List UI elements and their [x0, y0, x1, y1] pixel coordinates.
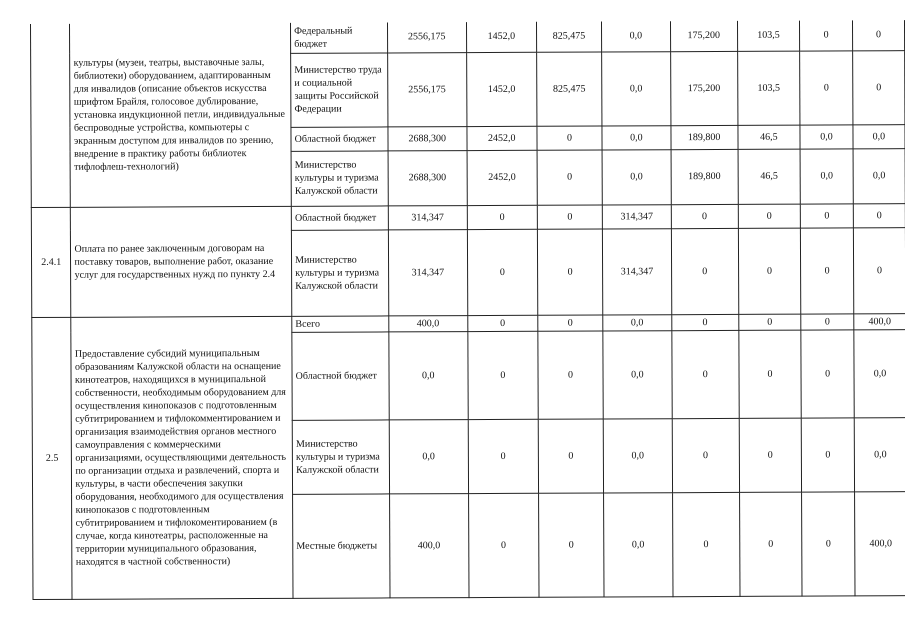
- value-cell: 103,5: [737, 51, 800, 125]
- value-cell: 0: [671, 228, 738, 314]
- value-cell: 400,0: [854, 491, 905, 595]
- value-cell: 46,5: [738, 149, 801, 204]
- value-cell: 0,0: [389, 331, 468, 419]
- value-cell: 0: [738, 314, 801, 330]
- value-cell: 0: [853, 227, 905, 313]
- value-cell: 0,0: [853, 124, 905, 148]
- item-description: Оплата по ранее заключенным договорам на поставку товаров, выполнение работ, оказание услуг для государственных нужд по пункту 2.4: [71, 206, 292, 317]
- item-number: [30, 24, 70, 207]
- value-cell: 0: [738, 330, 801, 418]
- value-cell: 0,0: [389, 419, 468, 493]
- item-number: 2.4.1: [31, 207, 71, 317]
- value-cell: 0: [800, 20, 853, 50]
- funding-source: Всего: [292, 315, 389, 331]
- value-cell: 2688,300: [388, 150, 467, 205]
- value-cell: 314,347: [388, 205, 467, 229]
- value-cell: 0,0: [602, 51, 671, 125]
- value-cell: 0,0: [604, 492, 673, 596]
- value-cell: 0: [539, 493, 604, 597]
- value-cell: 0,0: [602, 125, 671, 149]
- value-cell: 0: [852, 50, 904, 124]
- value-cell: 0: [468, 493, 539, 597]
- value-cell: 2556,175: [387, 22, 466, 52]
- value-cell: 314,347: [602, 228, 671, 314]
- value-cell: 0: [800, 50, 853, 124]
- value-cell: 0: [801, 417, 854, 491]
- value-cell: 0,0: [601, 21, 670, 51]
- value-cell: 0: [672, 492, 739, 596]
- value-cell: 103,5: [737, 21, 800, 51]
- value-cell: 0: [739, 418, 802, 492]
- value-cell: 1452,0: [466, 52, 537, 126]
- value-cell: 0,0: [854, 417, 905, 491]
- value-cell: 0: [467, 331, 538, 419]
- value-cell: 825,475: [537, 22, 602, 52]
- value-cell: 0: [672, 418, 739, 492]
- value-cell: 46,5: [738, 125, 801, 149]
- funding-source: Местные бюджеты: [293, 493, 390, 597]
- value-cell: 314,347: [602, 204, 671, 228]
- value-cell: 0: [538, 331, 603, 419]
- funding-source: Министерство труда и социальной защиты Российской Федерации: [291, 52, 388, 126]
- value-cell: 400,0: [389, 493, 468, 597]
- value-cell: 0: [738, 204, 801, 228]
- value-cell: 0: [467, 229, 538, 315]
- value-cell: 0: [467, 205, 538, 229]
- value-cell: 0,0: [603, 418, 672, 492]
- value-cell: 2452,0: [467, 150, 538, 205]
- value-cell: 0: [671, 204, 738, 228]
- funding-source: Министерство культуры и туризма Калужской области: [291, 150, 388, 205]
- value-cell: 0: [801, 313, 854, 329]
- funding-source: Областной бюджет: [292, 331, 389, 419]
- value-cell: 0,0: [603, 314, 672, 330]
- value-cell: 0,0: [854, 329, 905, 417]
- value-cell: 0,0: [800, 148, 853, 203]
- funding-source: Областной бюджет: [291, 205, 388, 229]
- value-cell: 0: [537, 229, 602, 315]
- value-cell: 0: [468, 419, 539, 493]
- value-cell: 825,475: [537, 52, 602, 126]
- value-cell: 175,200: [670, 51, 737, 125]
- value-cell: 0: [467, 315, 538, 331]
- item-number: 2.5: [32, 317, 73, 599]
- value-cell: 400,0: [389, 315, 468, 331]
- value-cell: 0: [802, 491, 855, 595]
- value-cell: 400,0: [854, 313, 905, 329]
- value-cell: 0: [801, 329, 854, 417]
- value-cell: 0,0: [853, 148, 905, 203]
- value-cell: 2688,300: [388, 126, 467, 150]
- value-cell: 0: [538, 419, 603, 493]
- value-cell: 0: [537, 205, 602, 229]
- value-cell: 189,800: [671, 149, 738, 204]
- value-cell: 2556,175: [388, 52, 467, 126]
- value-cell: 0: [738, 228, 801, 314]
- value-cell: 314,347: [388, 229, 467, 315]
- value-cell: 0: [801, 227, 854, 313]
- value-cell: 1452,0: [466, 22, 537, 52]
- value-cell: 0: [801, 203, 854, 227]
- item-description: культуры (музеи, театры, выставочные залы, библиотеки) оборудованием, адаптированным для инвалидов (описание объектов искусства шрифтом Брайля, голосовое дублирование, установка индукционной петли, индивидуальные беспроводные устройства, компьютеры с экранным доступом для инвалидов по зрению, внедрение в практику работы библиотек тифлофлеш-технологий): [70, 23, 291, 207]
- value-cell: 0,0: [800, 124, 853, 148]
- value-cell: 0: [537, 150, 602, 205]
- value-cell: 189,800: [671, 125, 738, 149]
- item-description: Предоставление субсидий муниципальным образованиям Калужской области на оснащение кинотеатров, находящихся в муниципальной собственности, необходимым оборудованием для осуществления кинопоказов с подготовленным субтитрированием и тифлокомментированием и организация взаимодействия органов местного самоуправления с коммерческими организациями, осуществляющими деятельность по организации отдыха и развлечений, спорта и культуры, в части обеспечения закупки оборудования, необходимого для осуществления кинопоказов с подготовленным субтитрированием и тифлокоментированием (в случае, когда кинотеатры, расположенные на территории муниципального образования, находятся в частной собственности): [71, 316, 293, 599]
- value-cell: 0: [672, 314, 739, 330]
- value-cell: 2452,0: [466, 126, 537, 150]
- funding-source: Областной бюджет: [291, 126, 388, 150]
- value-cell: 175,200: [670, 21, 737, 51]
- value-cell: 0: [739, 492, 802, 596]
- value-cell: 0: [852, 20, 904, 50]
- table-row: [30, 20, 904, 54]
- budget-table: [30, 20, 905, 599]
- value-cell: 0: [672, 330, 739, 418]
- value-cell: 0: [853, 203, 905, 227]
- value-cell: 0: [537, 126, 602, 150]
- value-cell: 0,0: [603, 330, 672, 418]
- funding-source: Министерство культуры и туризма Калужской области: [292, 419, 389, 493]
- funding-source: Министерство культуры и туризма Калужской области: [292, 229, 389, 315]
- value-cell: 0,0: [602, 149, 671, 204]
- funding-source: Федеральный бюджет: [291, 22, 388, 52]
- value-cell: 0: [538, 315, 603, 331]
